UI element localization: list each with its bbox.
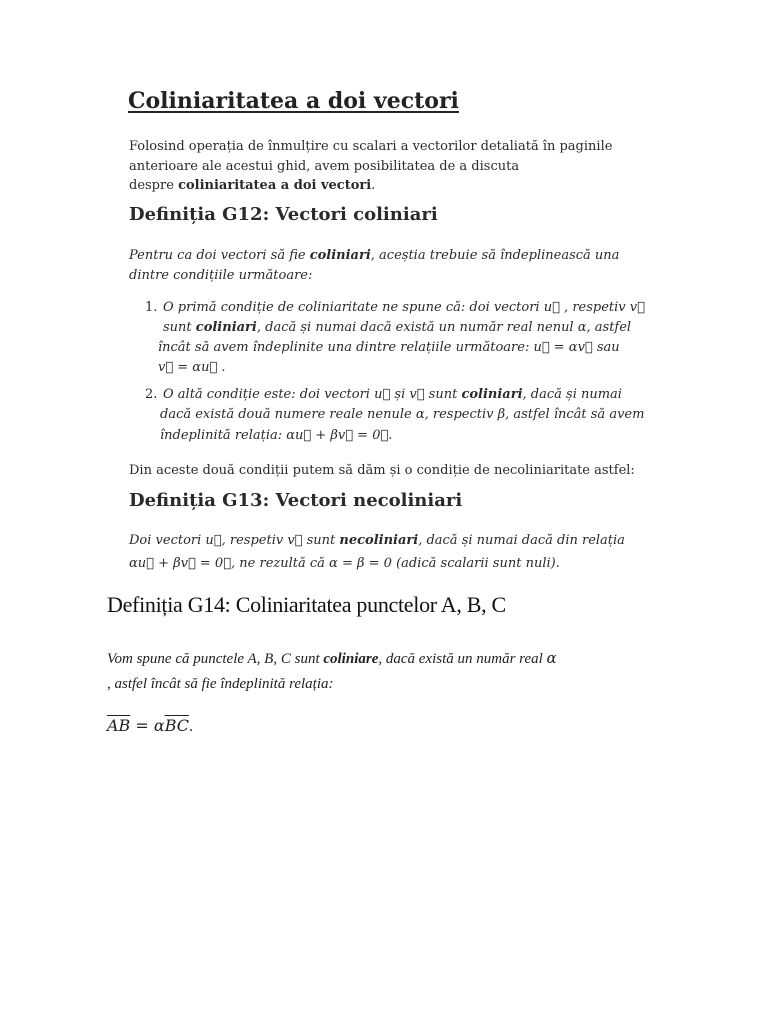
intro-line-3: despre coliniaritatea a doi vectori.	[129, 178, 376, 193]
g12-item-2-line-3: îndeplinită relația: αu⃗ + βv⃗ = 0⃗.	[160, 428, 393, 443]
g12-intro-line-1: Pentru ca doi vectori să fie coliniari, aceștia trebuie să îndeplinească una	[129, 248, 620, 263]
intro-line-1: Folosind operația de înmulțire cu scalari a vectorilor detaliată în paginile	[129, 139, 613, 154]
g14-equation: $\overline{AB} = \alpha\overline{BC}$.	[107, 716, 193, 735]
heading-def-g12: Definiția G12: Vectori coliniari	[129, 204, 438, 225]
g13-line-2: αu⃗ + βv⃗ = 0⃗, ne rezultă că α = β = 0 (adică scalarii sunt nuli).	[129, 556, 560, 571]
g14-line-2: , astfel încât să fie îndeplinită relația:	[107, 676, 334, 692]
g12-conclusion: Din aceste două condiții putem să dăm și o condiție de necoliniaritate astfel:	[129, 463, 635, 478]
intro-line-2: anterioare ale acestui ghid, avem posibilitatea de a discuta	[129, 159, 520, 174]
vector-bc: $\overline{BC}$	[164, 716, 189, 735]
g12-intro-line-2: dintre condițiile următoare:	[129, 268, 313, 283]
g13-line-1: Doi vectori u⃗, respetiv v⃗ sunt necoliniari, dacă și numai dacă din relația	[129, 533, 625, 548]
page-title: Coliniaritatea a doi vectori	[128, 88, 459, 114]
g12-item-2-line-1: 2. O altă condiție este: doi vectori u⃗ și v⃗ sunt coliniari, dacă și numai	[145, 387, 622, 402]
g12-item-1-line-4: v⃗ = αu⃗ .	[158, 360, 226, 375]
heading-def-g13: Definiția G13: Vectori necoliniari	[129, 490, 463, 511]
vector-ab: $\overline{AB}$	[107, 716, 131, 735]
g12-item-2-line-2: dacă există două numere reale nenule α, respectiv β, astfel încât să avem	[160, 407, 645, 422]
g12-item-1-line-1: 1. O primă condiție de coliniaritate ne spune că: doi vectori u⃗ , respetiv v⃗	[145, 300, 645, 315]
g14-line-1: Vom spune că punctele A, B, C sunt coliniare, dacă există un număr real α	[107, 649, 557, 667]
g12-item-1-line-3: încât să avem îndeplinite una dintre relațiile următoare: u⃗ = αv⃗ sau	[158, 340, 620, 355]
g12-item-1-line-2: sunt coliniari, dacă și numai dacă există un număr real nenul α, astfel	[163, 320, 632, 335]
heading-def-g14: Definiția G14: Coliniaritatea punctelor A, B, C	[107, 592, 506, 617]
